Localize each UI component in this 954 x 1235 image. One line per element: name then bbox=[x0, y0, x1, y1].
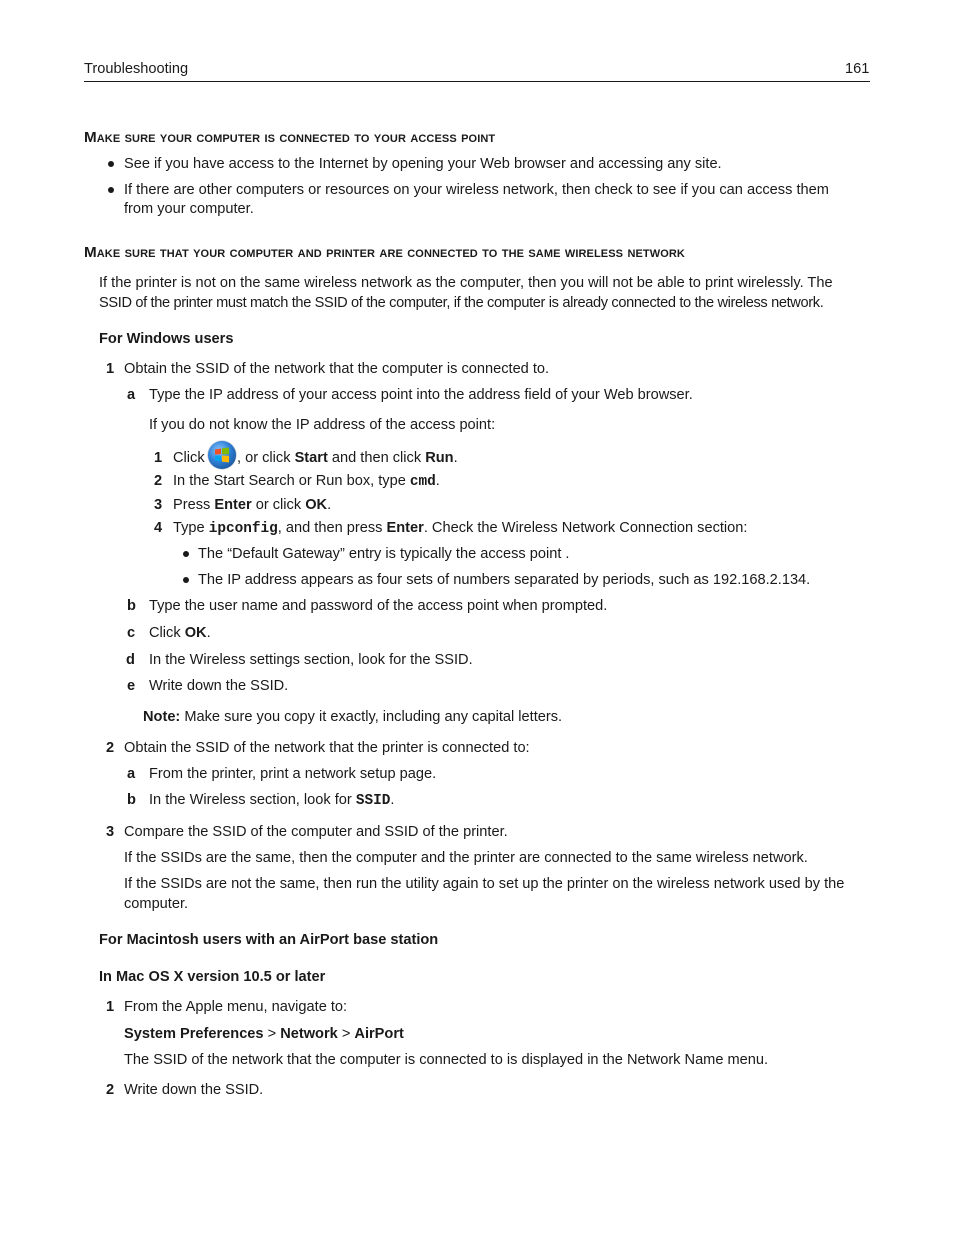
step-paragraph-line-2: computer. bbox=[124, 896, 189, 912]
step-text: Obtain the SSID of the network that the computer is connected to. bbox=[124, 361, 550, 377]
substep-letter: e bbox=[127, 678, 136, 694]
step-number: 1 bbox=[106, 999, 115, 1015]
bullet-dot bbox=[108, 187, 114, 193]
subheading-windows: For Windows users bbox=[99, 331, 234, 347]
substep-press-enter: Press Enter or click OK. bbox=[173, 497, 332, 513]
substep-number: 4 bbox=[154, 520, 163, 536]
substep-letter: a bbox=[127, 387, 136, 403]
step-paragraph-line-1: If the SSIDs are not the same, then run the utility again to set up the printer on the wireless network used by the bbox=[124, 876, 845, 892]
bullet-text-continued: from your computer. bbox=[124, 201, 254, 217]
bullet-dot bbox=[183, 577, 189, 583]
subheading-mac-os-version: In Mac OS X version 10.5 or later bbox=[99, 969, 326, 985]
bullet-text: The IP address appears as four sets of numbers separated by periods, such as 192.168.2.134. bbox=[198, 572, 811, 588]
substep-look-for-ssid: In the Wireless section, look for SSID. bbox=[149, 792, 395, 809]
substep-text: In the Wireless settings section, look for the SSID. bbox=[149, 652, 473, 668]
substep-note: If you do not know the IP address of the access point: bbox=[149, 417, 496, 433]
section-heading-same-network: Make sure that your computer and printer are connected to the same wireless network bbox=[84, 244, 685, 261]
step-text: Compare the SSID of the computer and SSID of the printer. bbox=[124, 824, 508, 840]
menu-path: System Preferences > Network > AirPort bbox=[124, 1026, 404, 1042]
intro-paragraph-line-2: SSID of the printer must match the SSID of the computer, if the computer is already connected to the wireless network. bbox=[99, 295, 824, 311]
bullet-text: See if you have access to the Internet by opening your Web browser and accessing any site. bbox=[124, 156, 722, 172]
substep-letter: c bbox=[127, 625, 136, 641]
substep-text: Type the IP address of your access point into the address field of your Web browser. bbox=[149, 387, 693, 403]
step-paragraph: The SSID of the network that the computer is connected to is displayed in the Network Name menu. bbox=[124, 1052, 769, 1068]
step-text: From the Apple menu, navigate to: bbox=[124, 999, 348, 1015]
bullet-text: If there are other computers or resources on your wireless network, then check to see if you can access them bbox=[124, 182, 829, 198]
substep-text: From the printer, print a network setup page. bbox=[149, 766, 437, 782]
substep-click-start-part-1: Click bbox=[173, 450, 205, 466]
step-number: 3 bbox=[106, 824, 115, 840]
bullet-text: The “Default Gateway” entry is typically the access point . bbox=[198, 546, 570, 562]
step-number: 2 bbox=[106, 740, 115, 756]
running-header-section: Troubleshooting bbox=[84, 61, 189, 77]
step-number: 1 bbox=[106, 361, 115, 377]
substep-letter: a bbox=[127, 766, 136, 782]
bullet-dot bbox=[108, 161, 114, 167]
step-number: 2 bbox=[106, 1082, 115, 1098]
section-heading-access-point: Make sure your computer is connected to your access point bbox=[84, 129, 496, 146]
substep-text: Type the user name and password of the access point when prompted. bbox=[149, 598, 608, 614]
substep-number: 2 bbox=[154, 473, 163, 489]
step-paragraph: If the SSIDs are the same, then the computer and the printer are connected to the same wireless network. bbox=[124, 850, 808, 866]
bullet-dot bbox=[183, 551, 189, 557]
substep-letter: b bbox=[127, 598, 136, 614]
substep-type-cmd: In the Start Search or Run box, type cmd. bbox=[173, 473, 440, 490]
windows-start-icon bbox=[208, 441, 236, 469]
substep-type-ipconfig: Type ipconfig, and then press Enter. Check the Wireless Network Connection section: bbox=[173, 520, 748, 537]
substep-click-start-line: , or click Start and then click Run. bbox=[237, 450, 458, 466]
substep-text: Write down the SSID. bbox=[149, 678, 289, 694]
subheading-macintosh: For Macintosh users with an AirPort base station bbox=[99, 932, 439, 948]
page-number: 161 bbox=[845, 61, 870, 77]
header-rule bbox=[84, 81, 870, 82]
substep-letter: d bbox=[126, 652, 135, 668]
substep-number: 1 bbox=[154, 450, 163, 466]
substep-number: 3 bbox=[154, 497, 163, 513]
note: Note: Make sure you copy it exactly, including any capital letters. bbox=[143, 709, 563, 725]
step-text: Write down the SSID. bbox=[124, 1082, 264, 1098]
intro-paragraph-line-1: If the printer is not on the same wireless network as the computer, then you will not be able to print wirelessly. The bbox=[99, 275, 833, 291]
substep-letter: b bbox=[127, 792, 136, 808]
substep-click-ok: Click OK. bbox=[149, 625, 211, 641]
step-text: Obtain the SSID of the network that the printer is connected to: bbox=[124, 740, 530, 756]
